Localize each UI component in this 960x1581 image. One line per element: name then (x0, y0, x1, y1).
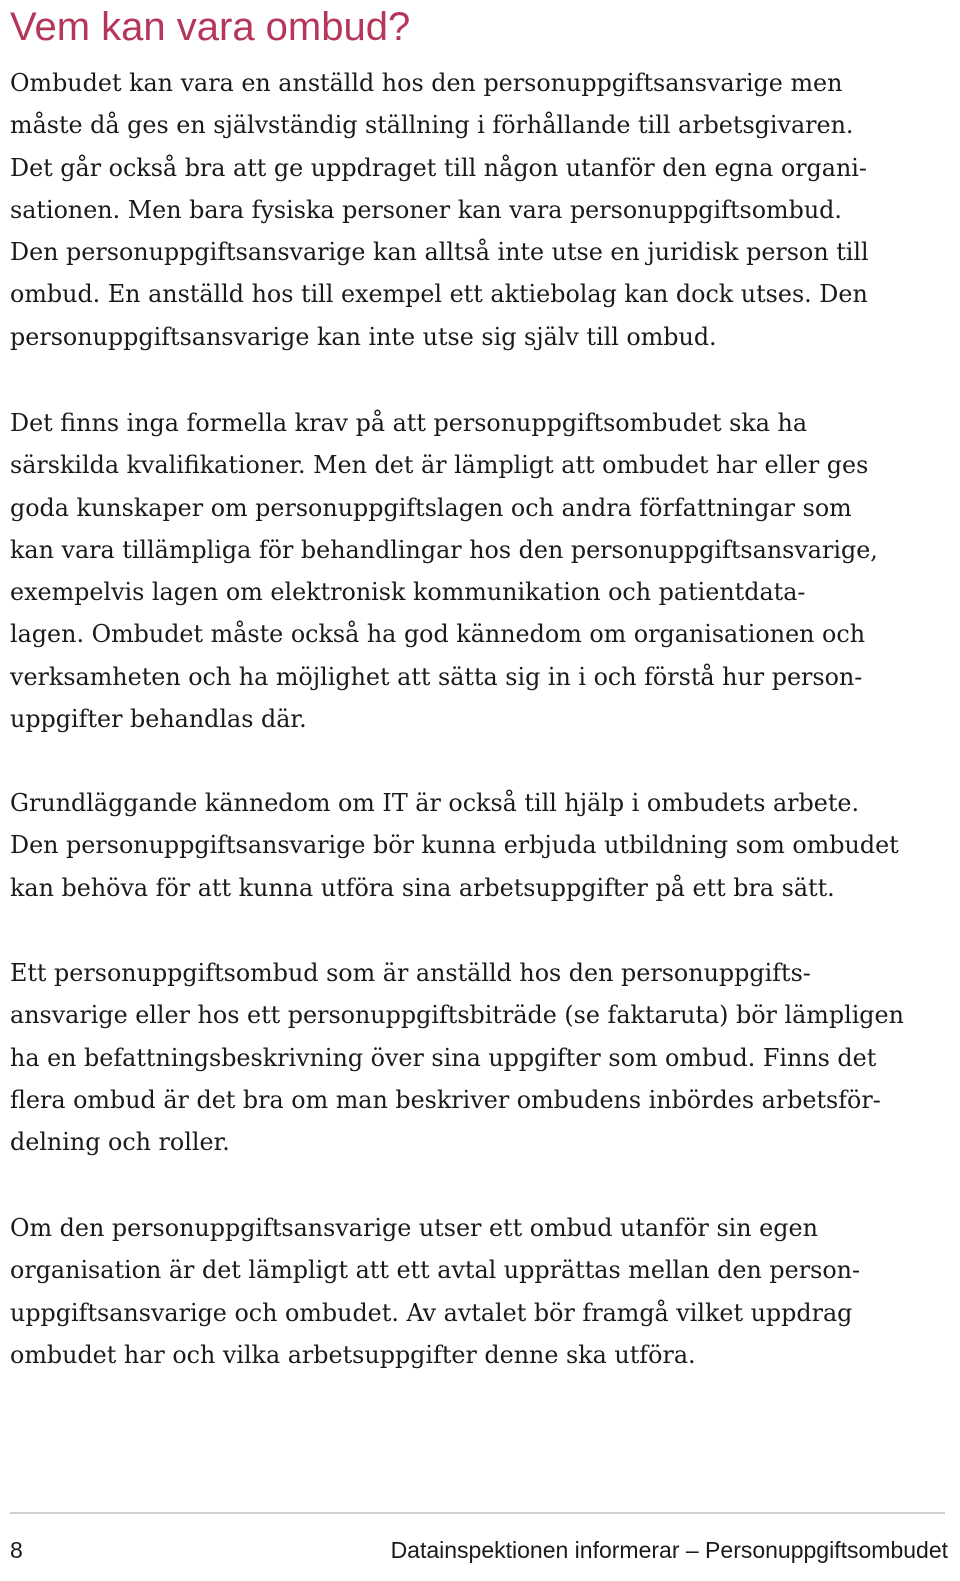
text-line: kan behöva för att kunna utföra sina arbetsuppgifter på ett bra sätt. (10, 873, 835, 902)
text-line: uppgiftsansvarige och ombudet. Av avtalet bör framgå vilket uppdrag (10, 1298, 853, 1327)
text-line: Om den personuppgiftsansvarige utser ett ombud utanför sin egen (10, 1214, 818, 1242)
text-line: ombud. En anställd hos till exempel ett aktiebolag kan dock utses. Den (10, 280, 868, 309)
text-line: personuppgiftsansvarige kan inte utse sig själv till ombud. (10, 322, 717, 351)
text-line: ombudet har och vilka arbetsuppgifter denne ska utföra. (10, 1340, 696, 1369)
footer-divider (10, 1512, 945, 1514)
text-line: Det går också bra att ge uppdraget till någon utanför den egna organi- (10, 153, 867, 182)
text-line: måste då ges en självständig ställning i förhållande till arbetsgivaren. (10, 111, 854, 140)
text-line: goda kunskaper om personuppgiftslagen och andra författningar som (10, 493, 852, 522)
text-line: Grundläggande kännedom om IT är också till hjälp i ombudets arbete. (10, 789, 860, 817)
paragraph-4 (10, 952, 955, 1163)
text-line: uppgifter behandlas där. (10, 705, 307, 734)
paragraph-2 (10, 402, 955, 740)
text-line: särskilda kvalifikationer. Men det är lämpligt att ombudet har eller ges (10, 451, 869, 480)
text-line: Ett personuppgiftsombud som är anställd hos den personuppgifts- (10, 959, 811, 987)
paragraph-1 (10, 62, 955, 358)
text-line: ha en befattningsbeskrivning över sina uppgifter som ombud. Finns det (10, 1043, 877, 1072)
page-number: 8 (10, 1537, 23, 1563)
section-heading: Vem kan vara ombud? (10, 5, 411, 49)
text-line: verksamheten och ha möjlighet att sätta sig in i och förstå hur person- (10, 662, 863, 691)
text-line: sationen. Men bara fysiska personer kan vara personuppgiftsombud. (10, 195, 842, 224)
text-line: kan vara tillämpliga för behandlingar hos den personuppgiftsansvarige, (10, 535, 878, 564)
footer-title: Datainspektionen informerar – Personuppgiftsombudet (390, 1537, 948, 1563)
text-line: organisation är det lämpligt att ett avtal upprättas mellan den person- (10, 1256, 861, 1285)
text-line: exempelvis lagen om elektronisk kommunikation och patientdata- (10, 578, 806, 607)
text-line: flera ombud är det bra om man beskriver ombudens inbördes arbetsför- (10, 1085, 881, 1114)
paragraph-5 (10, 1207, 955, 1376)
text-line: delning och roller. (10, 1128, 230, 1157)
paragraph-3 (10, 782, 955, 909)
text-line: ansvarige eller hos ett personuppgiftsbiträde (se faktaruta) bör lämpligen (10, 1001, 904, 1030)
text-line: Ombudet kan vara en anställd hos den personuppgiftsansvarige men (10, 69, 843, 97)
text-line: Den personuppgiftsansvarige bör kunna erbjuda utbildning som ombudet (10, 831, 899, 860)
text-line: Den personuppgiftsansvarige kan alltså inte utse en juridisk person till (10, 238, 869, 267)
text-line: Det finns inga formella krav på att personuppgiftsombudet ska ha (10, 409, 808, 437)
text-line: lagen. Ombudet måste också ha god kännedom om organisationen och (10, 620, 866, 649)
